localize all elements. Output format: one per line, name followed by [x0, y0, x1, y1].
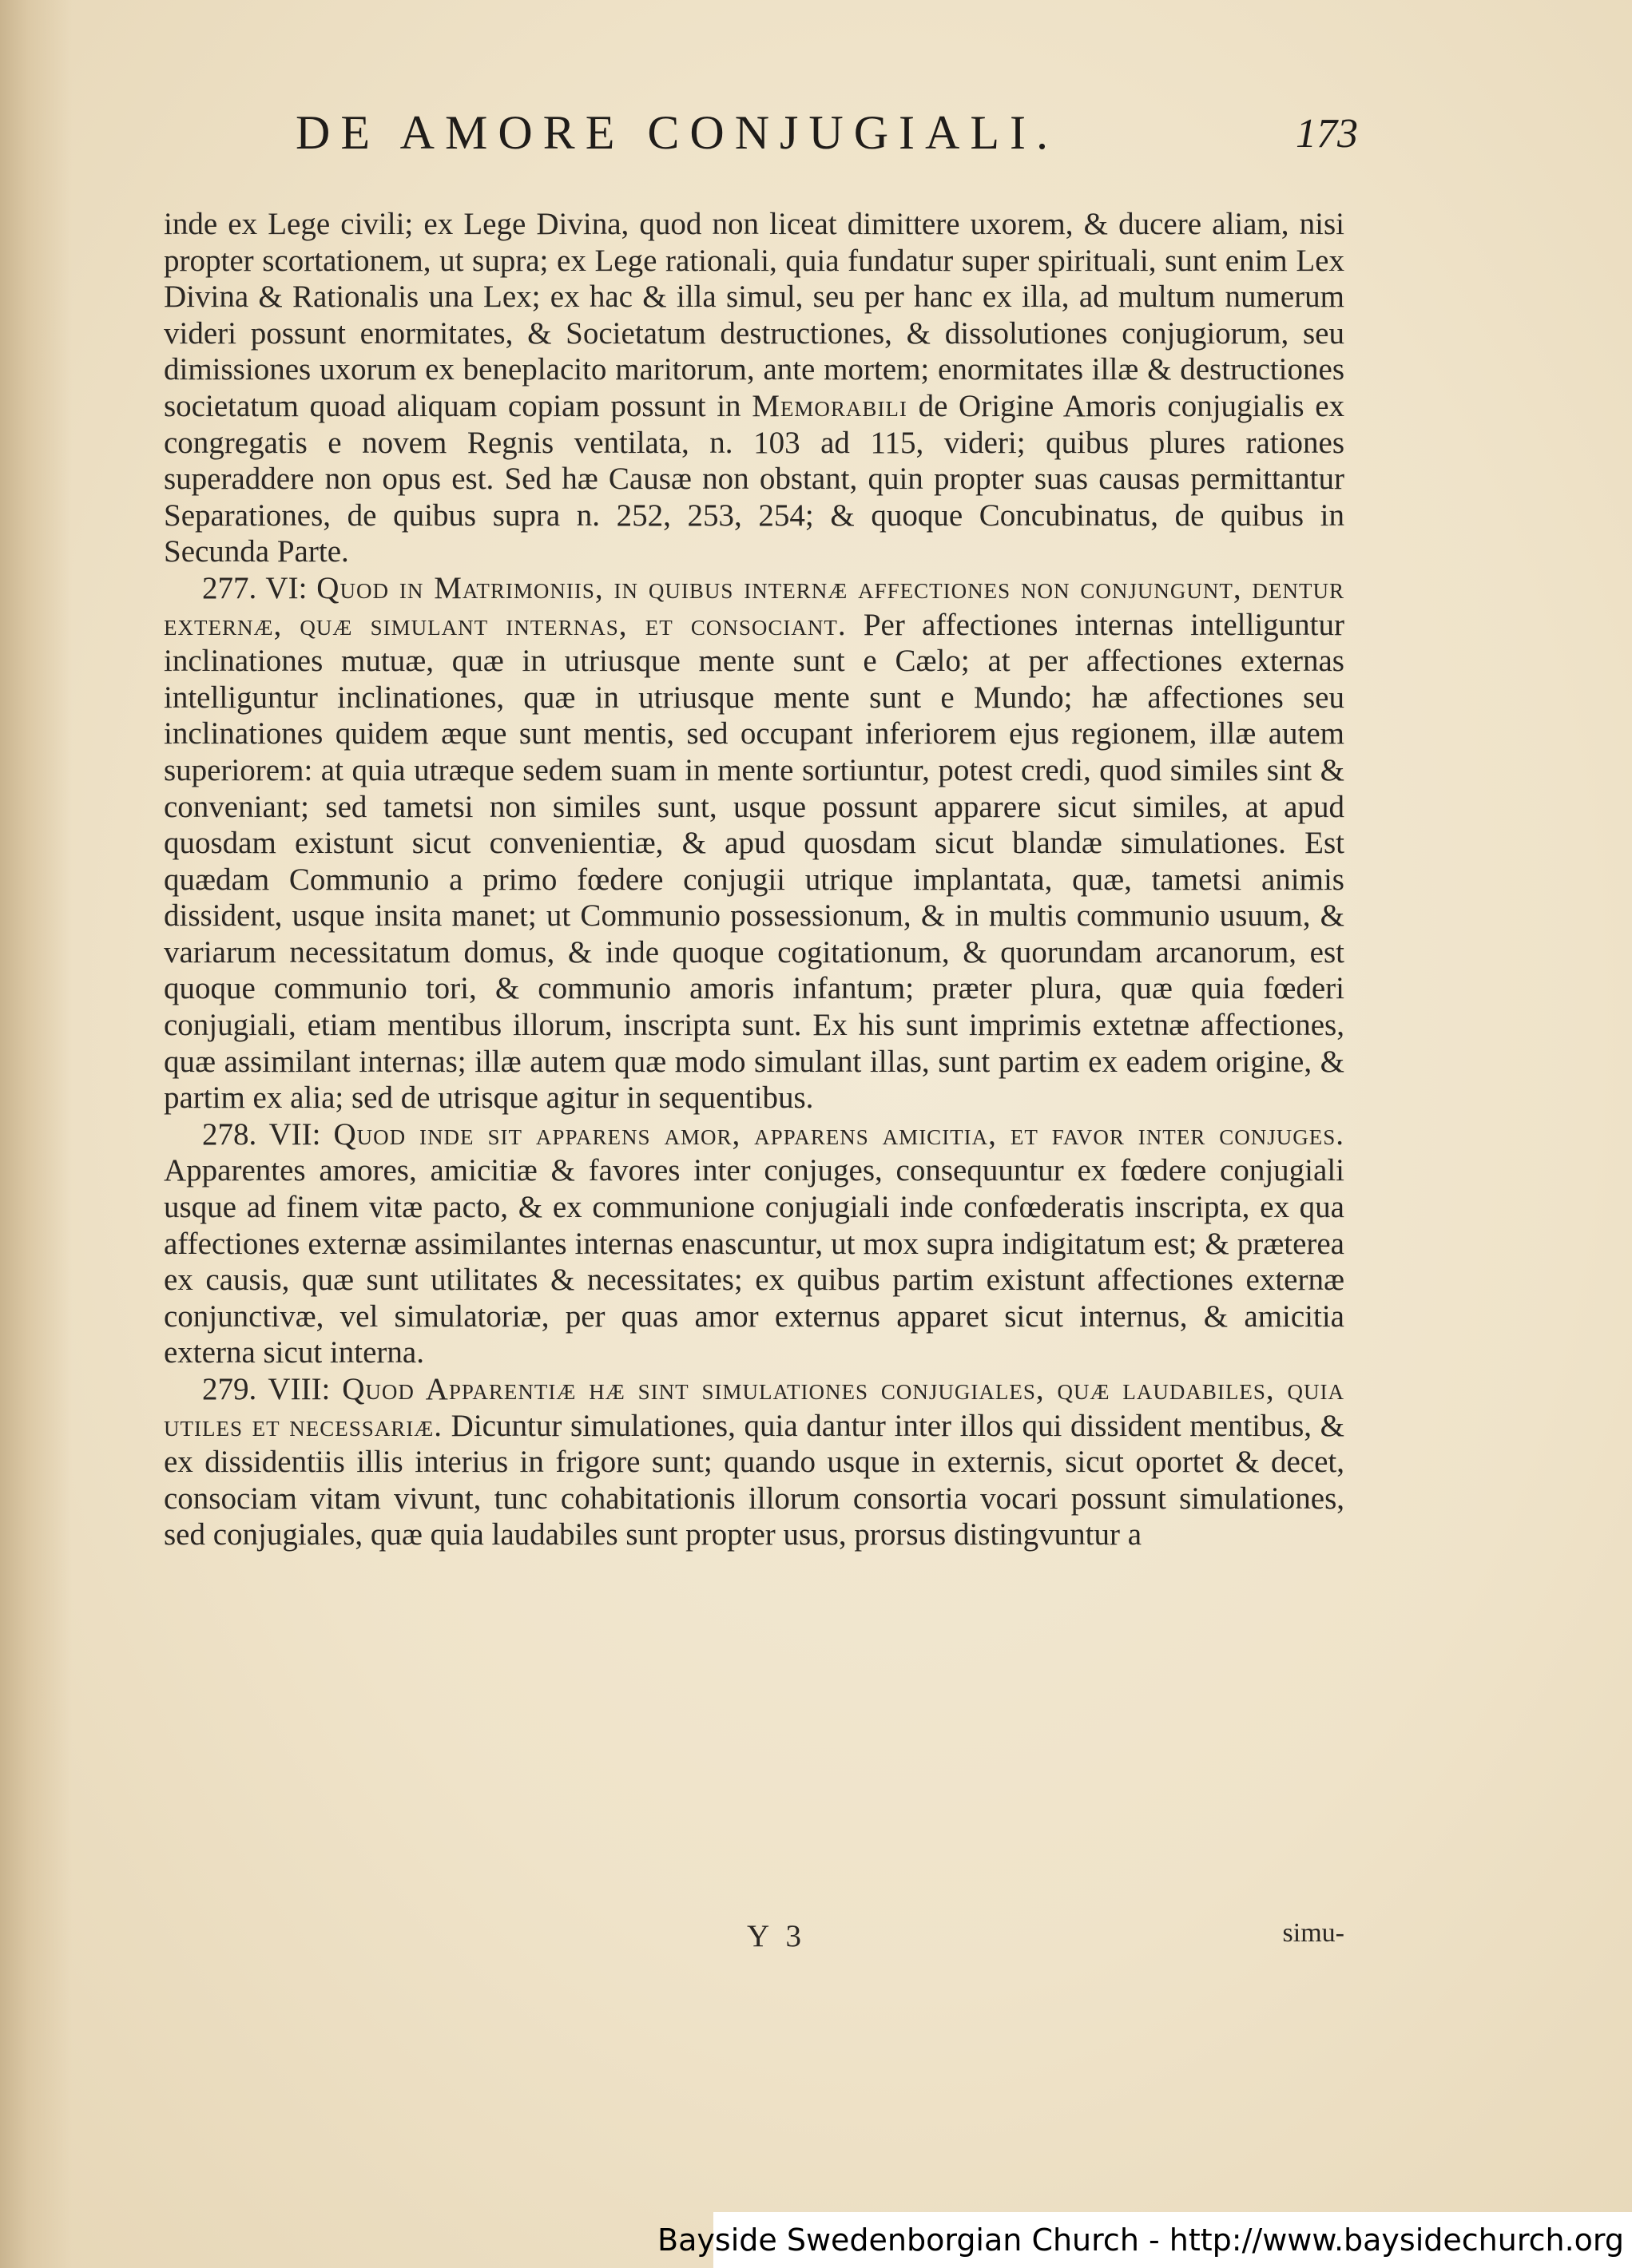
- small-caps-heading: Quod inde sit apparens amor, apparens amicitia, et favor inter conjuges.: [333, 1116, 1344, 1152]
- running-title: DE AMORE CONJUGIALI.: [296, 106, 1058, 159]
- paragraph-text: Dicuntur simulationes, quia dantur inter illos qui dissident mentibus, & ex dissidentiis illis interius in frigore sunt; quando usque in externis, sicut oportet & decet, consociam vitam vivunt, tunc cohabitationis illorum consortia vocari possunt simulationes, sed conjugiales, quæ quia laudabiles sunt propter usus, prorsus distingvuntur a: [164, 1408, 1344, 1552]
- paragraph: [164, 206, 1344, 570]
- gutter-shadow: [0, 0, 72, 2268]
- small-caps-heading: Quod in Matrimoniis, in quibus internæ affectiones non conjungunt, dentur externæ, quæ simulant internas, et consociant.: [164, 570, 1344, 642]
- paragraph: [164, 1116, 1344, 1371]
- small-caps-heading: Quod Apparentiæ hæ sint simulationes conjugiales, quæ laudabiles, quia utiles et necessariæ.: [164, 1372, 1344, 1443]
- catchword: simu-: [1282, 1918, 1344, 1948]
- paragraph-text: de Origine Amoris conjugialis ex congregatis e novem Regnis ventilata, n. 103 ad 115, videri; quibus plures rationes superaddere non opus est. Sed hæ Causæ non obstant, quin propter suas causas permittantur Separationes, de quibus supra n. 252, 253, 254; & quoque Concubinatus, de quibus in Secunda Parte.: [164, 388, 1344, 569]
- body-text: [164, 206, 1344, 1553]
- printer-signature: Y 3: [747, 1919, 806, 1953]
- paragraph-text: 277. VI:: [202, 570, 317, 605]
- paragraph-text: 279. VIII:: [202, 1372, 343, 1406]
- page-number: 173: [1296, 111, 1358, 157]
- paragraph-text: inde ex Lege civili; ex Lege Divina, quod non liceat dimittere uxorem, & ducere aliam, nisi propter scortationem, ut supra; ex Lege rationali, quia fundatur super spirituali, sunt enim Lex Divina & Rationalis una Lex; ex hac & illa simul, seu per hanc ex illa, ad multum numerum videri possunt enormitates, & Societatum destructiones, & dissolutiones conjugiorum, seu dimissiones uxorum ex beneplacito maritorum, ante mortem; enormitates illæ & destructiones societatum quoad aliquam copiam possunt in: [164, 207, 1344, 423]
- paragraph: [164, 570, 1344, 1116]
- paragraph-text: Per affectiones internas intelliguntur inclinationes mutuæ, quæ in utriusque mente sunt e Cælo; at per affectiones externas intelliguntur inclinationes, quæ in utriusque mente sunt e Mundo; hæ affectiones seu inclinationes quidem æque sunt mentis, sed occupant inferiorem ejus regionem, illæ autem superiorem: at quia utræque sedem suam in mente sortiuntur, potest credi, quod similes sint & conveniant; sed tametsi non similes sunt, usque possunt apparere sicut similes, at apud quosdam existunt sicut convenientiæ, & apud quosdam sicut blandæ simulationes. Est quædam Communio a primo fœdere conjugii utrique implantata, quæ, tametsi animis dissident, usque insita manet; ut Communio possessionum, & in multis communio usuum, & variarum necessitatum domus, & inde quoque cogitationum, & quorundam arcanorum, est quoque communio tori, & communio amoris infantum; præter plura, quæ quia fœderi conjugiali, etiam mentibus illorum, inscripta sunt. Ex his sunt imprimis extetnæ affectiones, quæ assimilant internas; illæ autem quæ modo simulant illas, sunt partim ex eadem origine, & partim ex alia; sed de utrisque agitur in sequentibus.: [164, 607, 1344, 1116]
- page-header: [296, 105, 1358, 177]
- watermark-banner: [657, 2212, 1632, 2268]
- watermark-text: Bayside Swedenborgian Church - http://www.baysidechurch.org: [657, 2222, 1624, 2258]
- paragraph-text: 278. VII:: [202, 1116, 334, 1152]
- paragraph-text: Apparentes amores, amicitiæ & favores inter conjuges, consequuntur ex fœdere conjugiali usque ad finem vitæ pacto, & ex communione conjugiali inde confœderatis inscripta, ex qua affectiones externæ assimilantes internas enascuntur, ut mox supra indigitatum est; & præterea ex causis, quæ sunt utilitates & necessitates; ex quibus partim existunt affectiones externæ conjunctivæ, vel simulatoriæ, per quas amor externus apparet sicut internus, & amicitia externa sicut interna.: [164, 1153, 1344, 1370]
- small-caps-heading: Memorabili: [752, 388, 907, 423]
- paragraph: [164, 1371, 1344, 1553]
